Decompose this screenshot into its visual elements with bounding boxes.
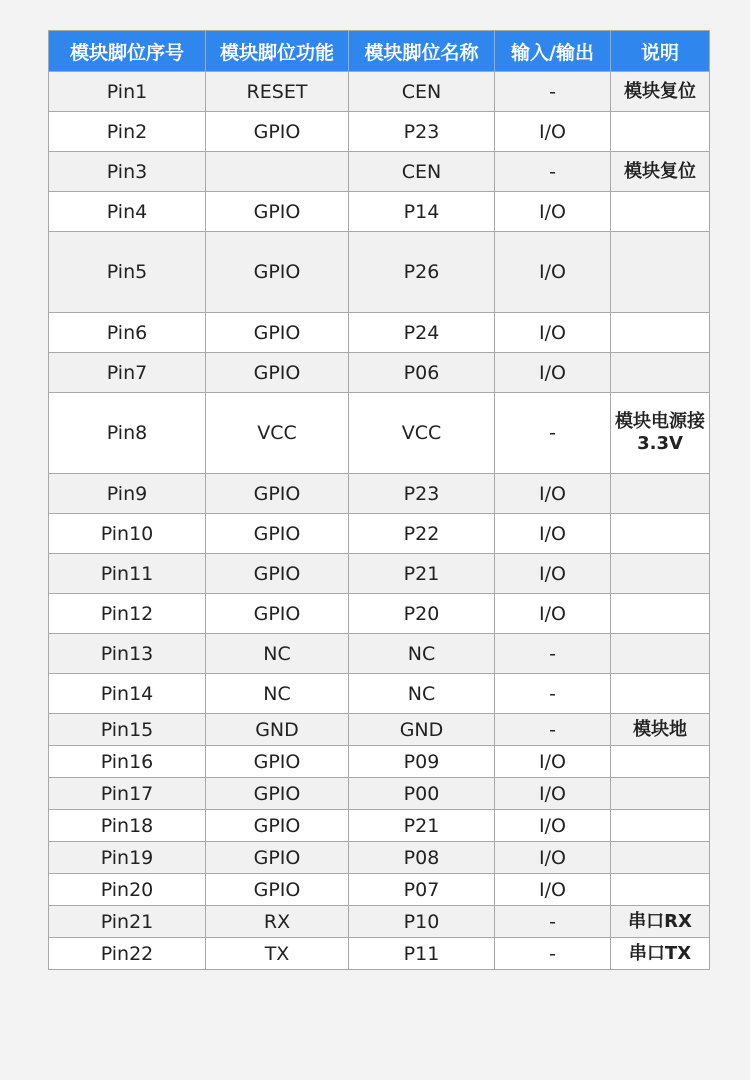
cell-pin-number: Pin3 [49,152,206,192]
cell-pin-number: Pin5 [49,232,206,313]
cell-io: - [495,152,611,192]
table-row [49,714,710,746]
cell-io: - [495,634,611,674]
cell-description [611,810,710,842]
cell-description [611,192,710,232]
cell-description: 串口TX [611,938,710,970]
cell-io: I/O [495,514,611,554]
table-row [49,474,710,514]
cell-io: I/O [495,746,611,778]
cell-io: I/O [495,474,611,514]
cell-pin-number: Pin18 [49,810,206,842]
cell-io: - [495,72,611,112]
header-pin-number: 模块脚位序号 [49,31,206,72]
header-description: 说明 [611,31,710,72]
cell-pin-function: VCC [206,393,349,474]
cell-io: I/O [495,313,611,353]
cell-io: I/O [495,810,611,842]
cell-pin-name: P09 [349,746,495,778]
cell-pin-name: CEN [349,152,495,192]
table-row [49,842,710,874]
table-row [49,393,710,474]
table-row [49,554,710,594]
cell-io: - [495,938,611,970]
cell-pin-number: Pin2 [49,112,206,152]
cell-io: I/O [495,554,611,594]
cell-pin-name: GND [349,714,495,746]
cell-description [611,313,710,353]
cell-pin-number: Pin17 [49,778,206,810]
cell-description [611,874,710,906]
cell-io: I/O [495,192,611,232]
cell-description: 模块电源接3.3V [611,393,710,474]
cell-description [611,514,710,554]
cell-pin-function: GPIO [206,474,349,514]
cell-pin-function: GPIO [206,353,349,393]
table-row [49,72,710,112]
cell-pin-name: P10 [349,906,495,938]
cell-io: - [495,714,611,746]
cell-pin-name: P08 [349,842,495,874]
cell-pin-number: Pin4 [49,192,206,232]
cell-description [611,474,710,514]
table-row [49,746,710,778]
cell-pin-function: GPIO [206,313,349,353]
cell-pin-name: CEN [349,72,495,112]
cell-description [611,232,710,313]
cell-pin-name: VCC [349,393,495,474]
cell-pin-number: Pin7 [49,353,206,393]
cell-description [611,554,710,594]
cell-pin-function: GPIO [206,112,349,152]
cell-io: - [495,674,611,714]
cell-pin-name: P23 [349,112,495,152]
cell-pin-number: Pin11 [49,554,206,594]
cell-pin-name: P20 [349,594,495,634]
cell-pin-number: Pin22 [49,938,206,970]
cell-pin-number: Pin20 [49,874,206,906]
cell-pin-function: RESET [206,72,349,112]
cell-pin-function: NC [206,674,349,714]
cell-pin-name: NC [349,634,495,674]
table-row [49,152,710,192]
cell-pin-number: Pin9 [49,474,206,514]
header-pin-function: 模块脚位功能 [206,31,349,72]
cell-io: I/O [495,112,611,152]
cell-io: I/O [495,874,611,906]
cell-pin-number: Pin16 [49,746,206,778]
cell-description [611,746,710,778]
cell-pin-number: Pin14 [49,674,206,714]
cell-pin-name: P00 [349,778,495,810]
cell-pin-name: P23 [349,474,495,514]
cell-pin-function: GPIO [206,874,349,906]
cell-description [611,353,710,393]
cell-io: I/O [495,778,611,810]
cell-pin-function: GPIO [206,810,349,842]
cell-pin-function: GPIO [206,842,349,874]
cell-description: 模块复位 [611,152,710,192]
cell-pin-function: TX [206,938,349,970]
cell-pin-number: Pin10 [49,514,206,554]
cell-pin-function: GPIO [206,232,349,313]
table-row [49,778,710,810]
cell-pin-number: Pin12 [49,594,206,634]
table-row [49,112,710,152]
cell-pin-name: P22 [349,514,495,554]
cell-pin-name: NC [349,674,495,714]
table-row [49,232,710,313]
cell-pin-number: Pin8 [49,393,206,474]
header-io: 输入/输出 [495,31,611,72]
cell-pin-name: P06 [349,353,495,393]
cell-pin-number: Pin19 [49,842,206,874]
cell-io: I/O [495,232,611,313]
cell-pin-name: P24 [349,313,495,353]
cell-pin-function: GPIO [206,554,349,594]
cell-pin-name: P21 [349,554,495,594]
cell-io: - [495,906,611,938]
table-row [49,514,710,554]
pin-table [48,30,710,970]
cell-pin-function: GPIO [206,594,349,634]
header-pin-name: 模块脚位名称 [349,31,495,72]
table-row [49,938,710,970]
cell-pin-function: GPIO [206,746,349,778]
cell-pin-function: GND [206,714,349,746]
cell-io: I/O [495,842,611,874]
cell-description [611,778,710,810]
cell-pin-function: RX [206,906,349,938]
cell-pin-name: P14 [349,192,495,232]
cell-pin-number: Pin6 [49,313,206,353]
cell-pin-number: Pin15 [49,714,206,746]
cell-io: I/O [495,594,611,634]
table-body [49,72,710,970]
cell-pin-function: GPIO [206,778,349,810]
cell-pin-function: GPIO [206,192,349,232]
table-row [49,313,710,353]
table-row [49,874,710,906]
cell-io: I/O [495,353,611,393]
cell-pin-number: Pin1 [49,72,206,112]
cell-pin-name: P21 [349,810,495,842]
cell-description: 串口RX [611,906,710,938]
table-row [49,353,710,393]
cell-pin-function: GPIO [206,514,349,554]
table-row [49,810,710,842]
table-row [49,674,710,714]
cell-description [611,842,710,874]
cell-pin-function [206,152,349,192]
table-row [49,192,710,232]
cell-pin-function: NC [206,634,349,674]
cell-description [611,594,710,634]
cell-description: 模块复位 [611,72,710,112]
table-row [49,906,710,938]
cell-description [611,674,710,714]
cell-pin-number: Pin13 [49,634,206,674]
table-header-row [49,31,710,72]
cell-pin-name: P26 [349,232,495,313]
cell-description: 模块地 [611,714,710,746]
table-row [49,594,710,634]
cell-pin-name: P07 [349,874,495,906]
cell-description [611,112,710,152]
cell-pin-name: P11 [349,938,495,970]
cell-description [611,634,710,674]
cell-io: - [495,393,611,474]
table-row [49,634,710,674]
cell-pin-number: Pin21 [49,906,206,938]
